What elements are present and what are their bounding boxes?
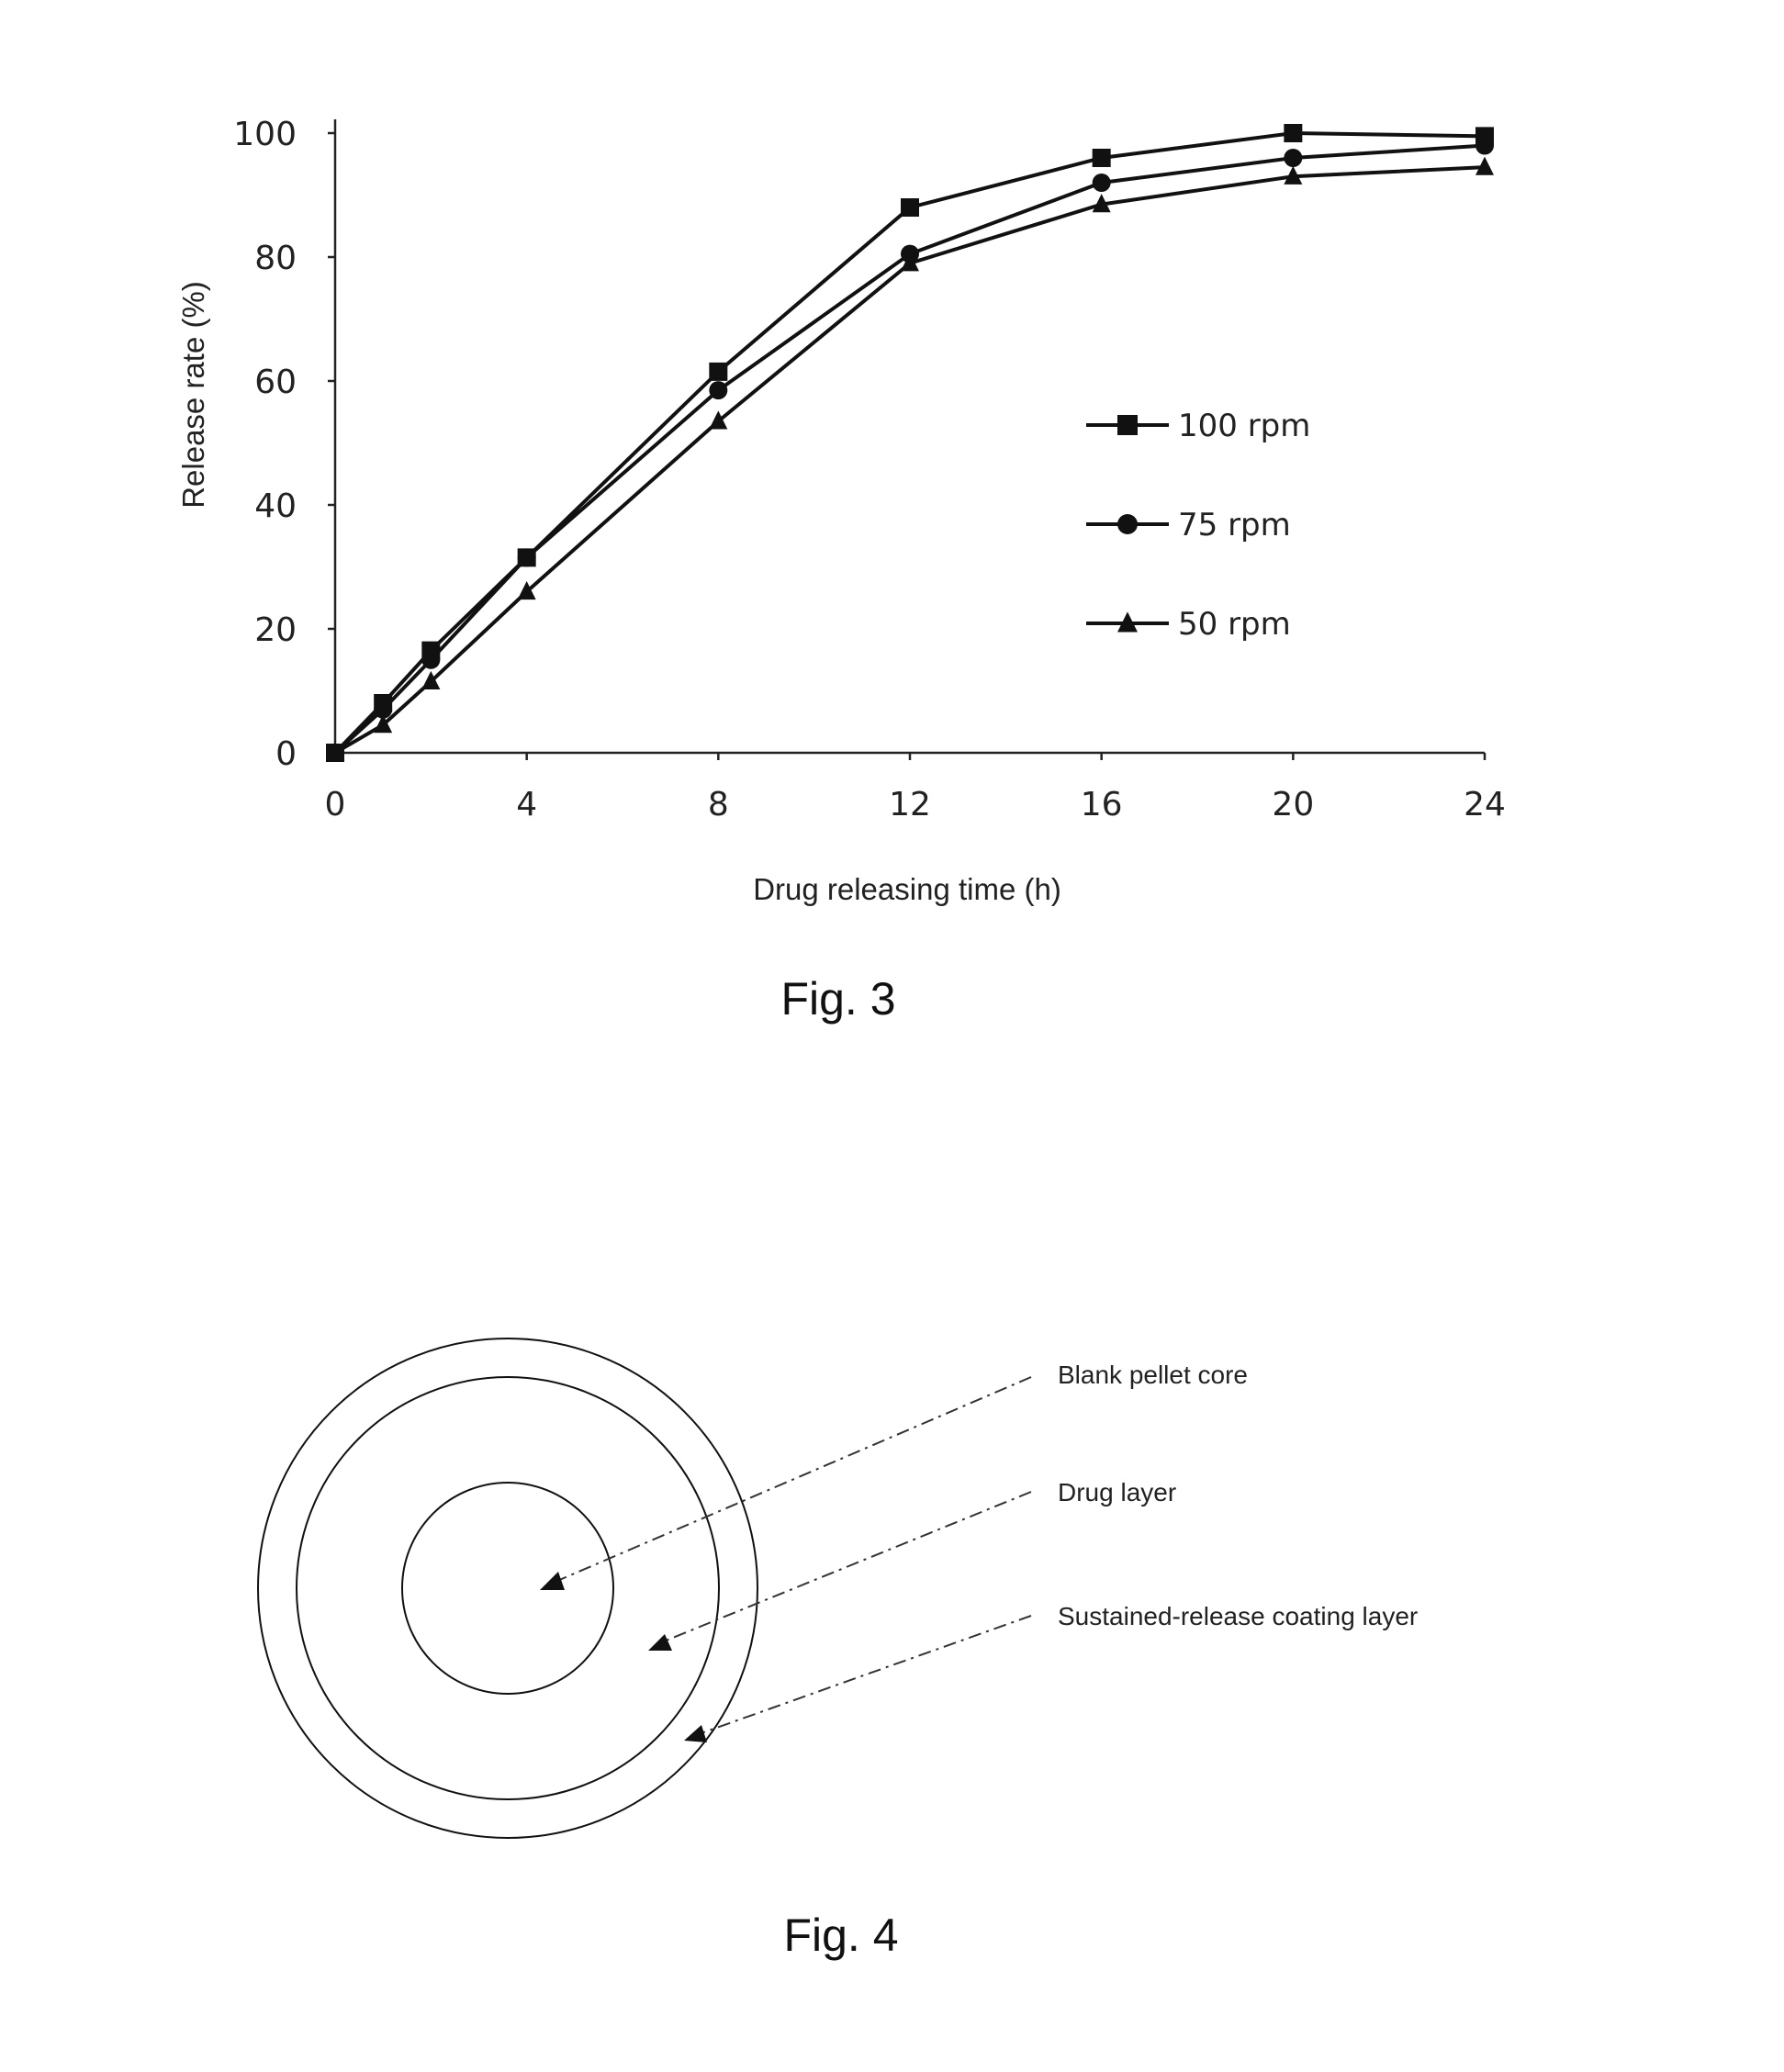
core-leader-line [551,1377,1031,1584]
x-tick-label: 8 [707,786,729,823]
x-tick-label: 12 [889,786,931,823]
y-tick-label: 20 [254,611,297,649]
y-tick-label: 40 [254,487,297,525]
legend-item [1086,408,1310,444]
legend-item [1086,606,1291,643]
coating-leader-line [696,1616,1031,1735]
data-point-circle [1093,174,1111,192]
data-point-circle [518,548,536,566]
figure-3-caption: Fig. 3 [780,973,896,1025]
series-circle [326,137,1494,763]
coating-arrowhead-icon [684,1725,707,1742]
pellet-structure-diagram [0,1267,1784,2020]
core-arrowhead-icon [540,1572,565,1590]
pellet-core-circle [402,1483,613,1694]
x-tick-label: 16 [1080,786,1123,823]
x-tick-label: 0 [324,786,346,823]
series-line [335,133,1485,753]
x-tick-label: 4 [516,786,538,823]
data-point-circle [421,651,440,669]
chart-legend [1086,408,1310,643]
data-point-square [901,198,919,217]
x-axis-ticks [325,753,1506,823]
outer-coating-ring [258,1338,757,1838]
label-blank-pellet-core: Blank pellet core [1058,1361,1249,1389]
series-line [335,146,1485,754]
y-axis-ticks [233,116,335,773]
label-drug-layer: Drug layer [1058,1478,1177,1506]
legend-label: 50 rpm [1178,606,1291,643]
x-tick-label: 20 [1272,786,1315,823]
chart-series [326,124,1494,762]
legend-marker-circle [1117,514,1138,534]
legend-label: 100 rpm [1178,408,1311,444]
drug-layer-leader-line [659,1492,1031,1643]
x-axis-title: Drug releasing time (h) [753,872,1061,906]
legend-label: 75 rpm [1178,507,1291,543]
y-axis-title: Release rate (%) [176,281,210,509]
data-point-square [1284,124,1302,142]
data-point-circle [1284,149,1302,167]
drug-layer-ring [297,1377,719,1799]
data-point-circle [709,381,727,399]
label-sustained-release-coating: Sustained-release coating layer [1058,1602,1419,1630]
y-tick-label: 80 [254,240,297,277]
legend-item [1086,507,1291,543]
data-point-square [709,363,727,381]
figure-4-caption: Fig. 4 [783,1910,899,1961]
data-point-triangle [709,410,727,429]
x-tick-label: 24 [1464,786,1506,823]
y-tick-label: 0 [275,735,297,773]
data-point-square [1093,149,1111,167]
drug-layer-arrowhead-icon [648,1634,672,1651]
series-square [326,124,1494,762]
y-tick-label: 60 [254,364,297,401]
data-point-circle [1475,137,1494,155]
y-tick-label: 100 [233,116,297,153]
legend-marker-square [1117,415,1138,435]
